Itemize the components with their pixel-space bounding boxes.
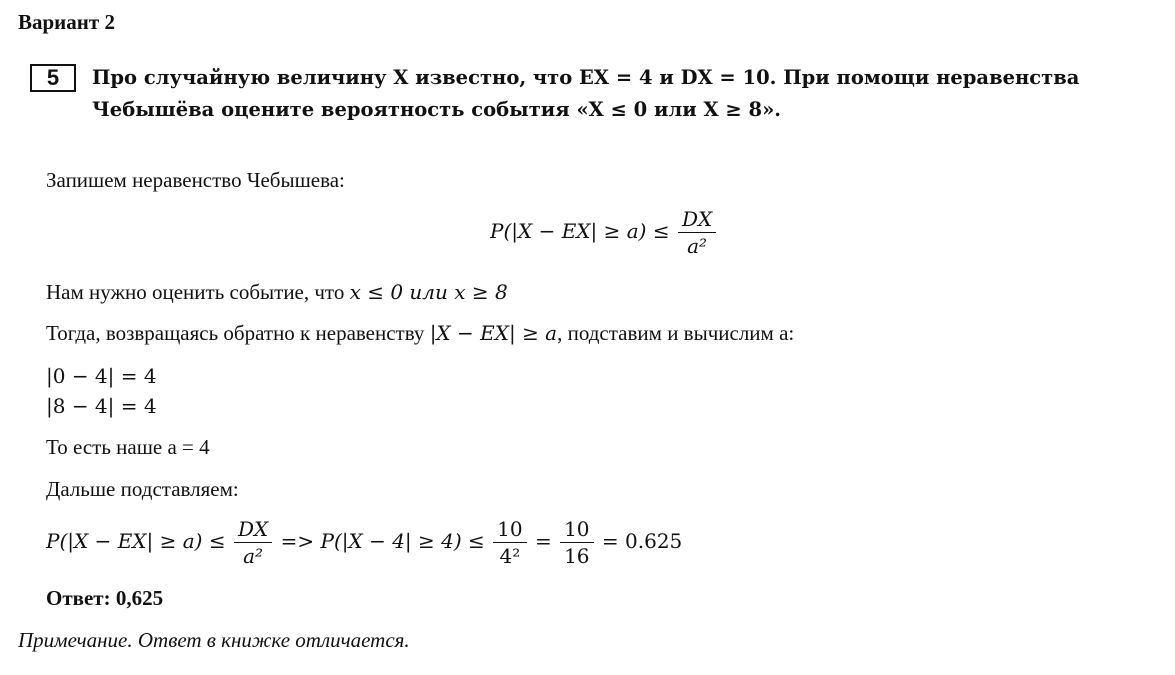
- note: Примечание. Ответ в книжке отличается.: [18, 628, 410, 652]
- formula2-fraction-3: [560, 516, 593, 569]
- event-math: x ≤ 0 или x ≥ 8: [349, 280, 508, 304]
- calc-line-1: |0 − 4| = 4: [46, 364, 157, 388]
- formula2-fraction-2: [493, 516, 526, 569]
- task-text-line-1: Про случайную величину X известно, что EX = 4 и DX = 10. При помощи неравенства: [92, 66, 1080, 89]
- answer: Ответ: 0,625: [46, 586, 164, 610]
- task-text-line-2: Чебышёва оцените вероятность события «X ≤ 0 или X ≥ 8».: [92, 98, 782, 121]
- event-text: Нам нужно оценить событие, что: [46, 280, 345, 304]
- intro-text: Запишем неравенство Чебышева:: [46, 168, 345, 192]
- formula2-result: = 0.625: [601, 529, 683, 553]
- substitute-text: Дальше подставляем:: [46, 477, 239, 501]
- formula1-denominator: a²: [687, 234, 708, 258]
- formula2-numerator-2: 10: [493, 516, 526, 543]
- variant-heading: Вариант 2: [18, 10, 115, 34]
- back-math: |X − EX| ≥ a: [429, 321, 558, 345]
- formula2-denominator-1: a²: [243, 544, 264, 568]
- back-text-2: , подставим и вычислим а:: [557, 321, 795, 345]
- back-text-1: Тогда, возвращаясь обратно к неравенству: [46, 321, 425, 345]
- formula2-lhs: P(|X − EX| ≥ a) ≤: [46, 529, 226, 553]
- task-number-box: 5: [30, 64, 76, 92]
- formula1-lhs: P(|X − EX| ≥ a) ≤: [490, 219, 670, 243]
- formula1-numerator: DX: [678, 206, 716, 233]
- back-substitution-line: [46, 321, 794, 346]
- formula2-denominator-3: 16: [564, 544, 590, 568]
- chebyshev-formula: [490, 206, 718, 259]
- formula1-fraction: [678, 206, 716, 259]
- final-formula: [46, 516, 682, 569]
- formula2-denominator-2: 4²: [499, 544, 521, 568]
- a-value-text: То есть наше а = 4: [46, 435, 210, 459]
- formula2-numerator-3: 10: [560, 516, 593, 543]
- formula2-equals: =: [534, 529, 552, 553]
- formula2-mid: => P(|X − 4| ≥ 4) ≤: [280, 529, 485, 553]
- calc-line-2: |8 − 4| = 4: [46, 394, 157, 418]
- formula2-numerator-1: DX: [234, 516, 272, 543]
- formula2-fraction-1: [234, 516, 272, 569]
- event-line: [46, 280, 508, 305]
